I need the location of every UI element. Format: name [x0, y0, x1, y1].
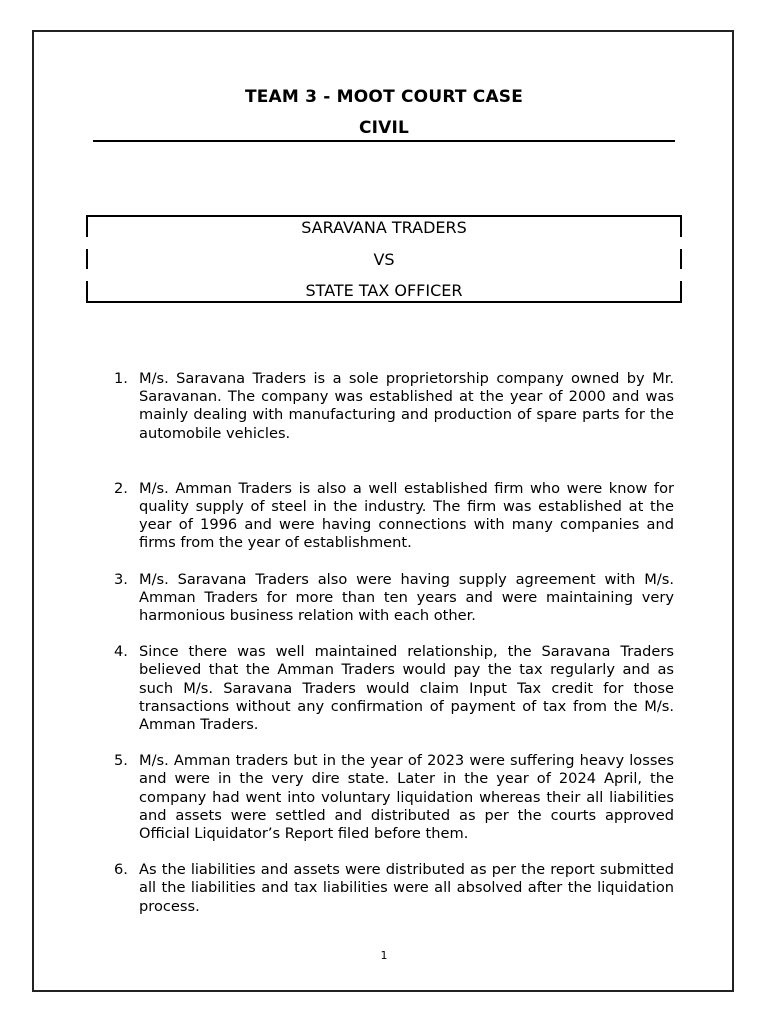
list-item-number: 3. — [114, 570, 128, 588]
list-item-text: M/s. Saravana Traders is a sole proprietorship company owned by Mr. Saravanan. The company was established at the year of 2000 and was mainly dealing with manufacturing and production of spare parts for the automobile vehicles. — [139, 370, 674, 442]
document-title: TEAM 3 - MOOT COURT CASE — [244, 87, 524, 107]
list-item-text: M/s. Amman Traders is also a well established firm who were know for quality supply of steel in the industry. The firm was established at the year of 1996 and were having connections with many companies and firms from the year of establishment. — [139, 479, 674, 552]
list-item-number: 6. — [114, 861, 128, 879]
document-subtitle: CIVIL — [358, 118, 410, 138]
list-item-number: 1. — [114, 370, 128, 387]
list-item-text: Since there was well maintained relationship, the Saravana Traders believed that the Amman Traders would pay the tax regularly and as such M/s. Saravana Traders would claim Input Tax credit for those transactions without any confirmation of payment of tax from the M/s. Amman Traders. — [139, 643, 674, 734]
list-item-text: M/s. Amman traders but in the year of 2023 were suffering heavy losses and were in the very dire state. Later in the year of 2024 April, the company had went into voluntary liquidation whereas their all liabilities and assets were settled and distributed as per the courts approved Official Liquidator’s Report filed before them. — [139, 752, 674, 843]
list-item-number: 2. — [114, 479, 128, 497]
parties-box — [86, 215, 682, 303]
list-item — [114, 571, 674, 626]
list-item-number: 5. — [114, 752, 128, 770]
facts-list — [114, 370, 674, 916]
list-item — [114, 752, 674, 843]
list-item — [114, 861, 674, 916]
page-number: 1 — [380, 949, 388, 962]
respondent-name: STATE TAX OFFICER — [305, 281, 463, 300]
list-item — [114, 480, 674, 553]
list-item-text: M/s. Saravana Traders also were having supply agreement with M/s. Amman Traders for more than ten years and were maintaining very harmonious business relation with each other. — [139, 570, 674, 625]
list-item — [114, 643, 674, 734]
parties-box-bottom-border — [86, 301, 682, 303]
list-item-text: As the liabilities and assets were distributed as per the report submitted all the liabilities and tax liabilities were all absolved after the liquidation process. — [139, 861, 674, 915]
versus-label: VS — [373, 250, 395, 269]
list-item-number: 4. — [114, 643, 128, 661]
list-item — [114, 370, 674, 443]
petitioner-name: SARAVANA TRADERS — [301, 218, 467, 237]
title-underline — [93, 140, 675, 142]
parties-box-top-border — [86, 215, 682, 217]
